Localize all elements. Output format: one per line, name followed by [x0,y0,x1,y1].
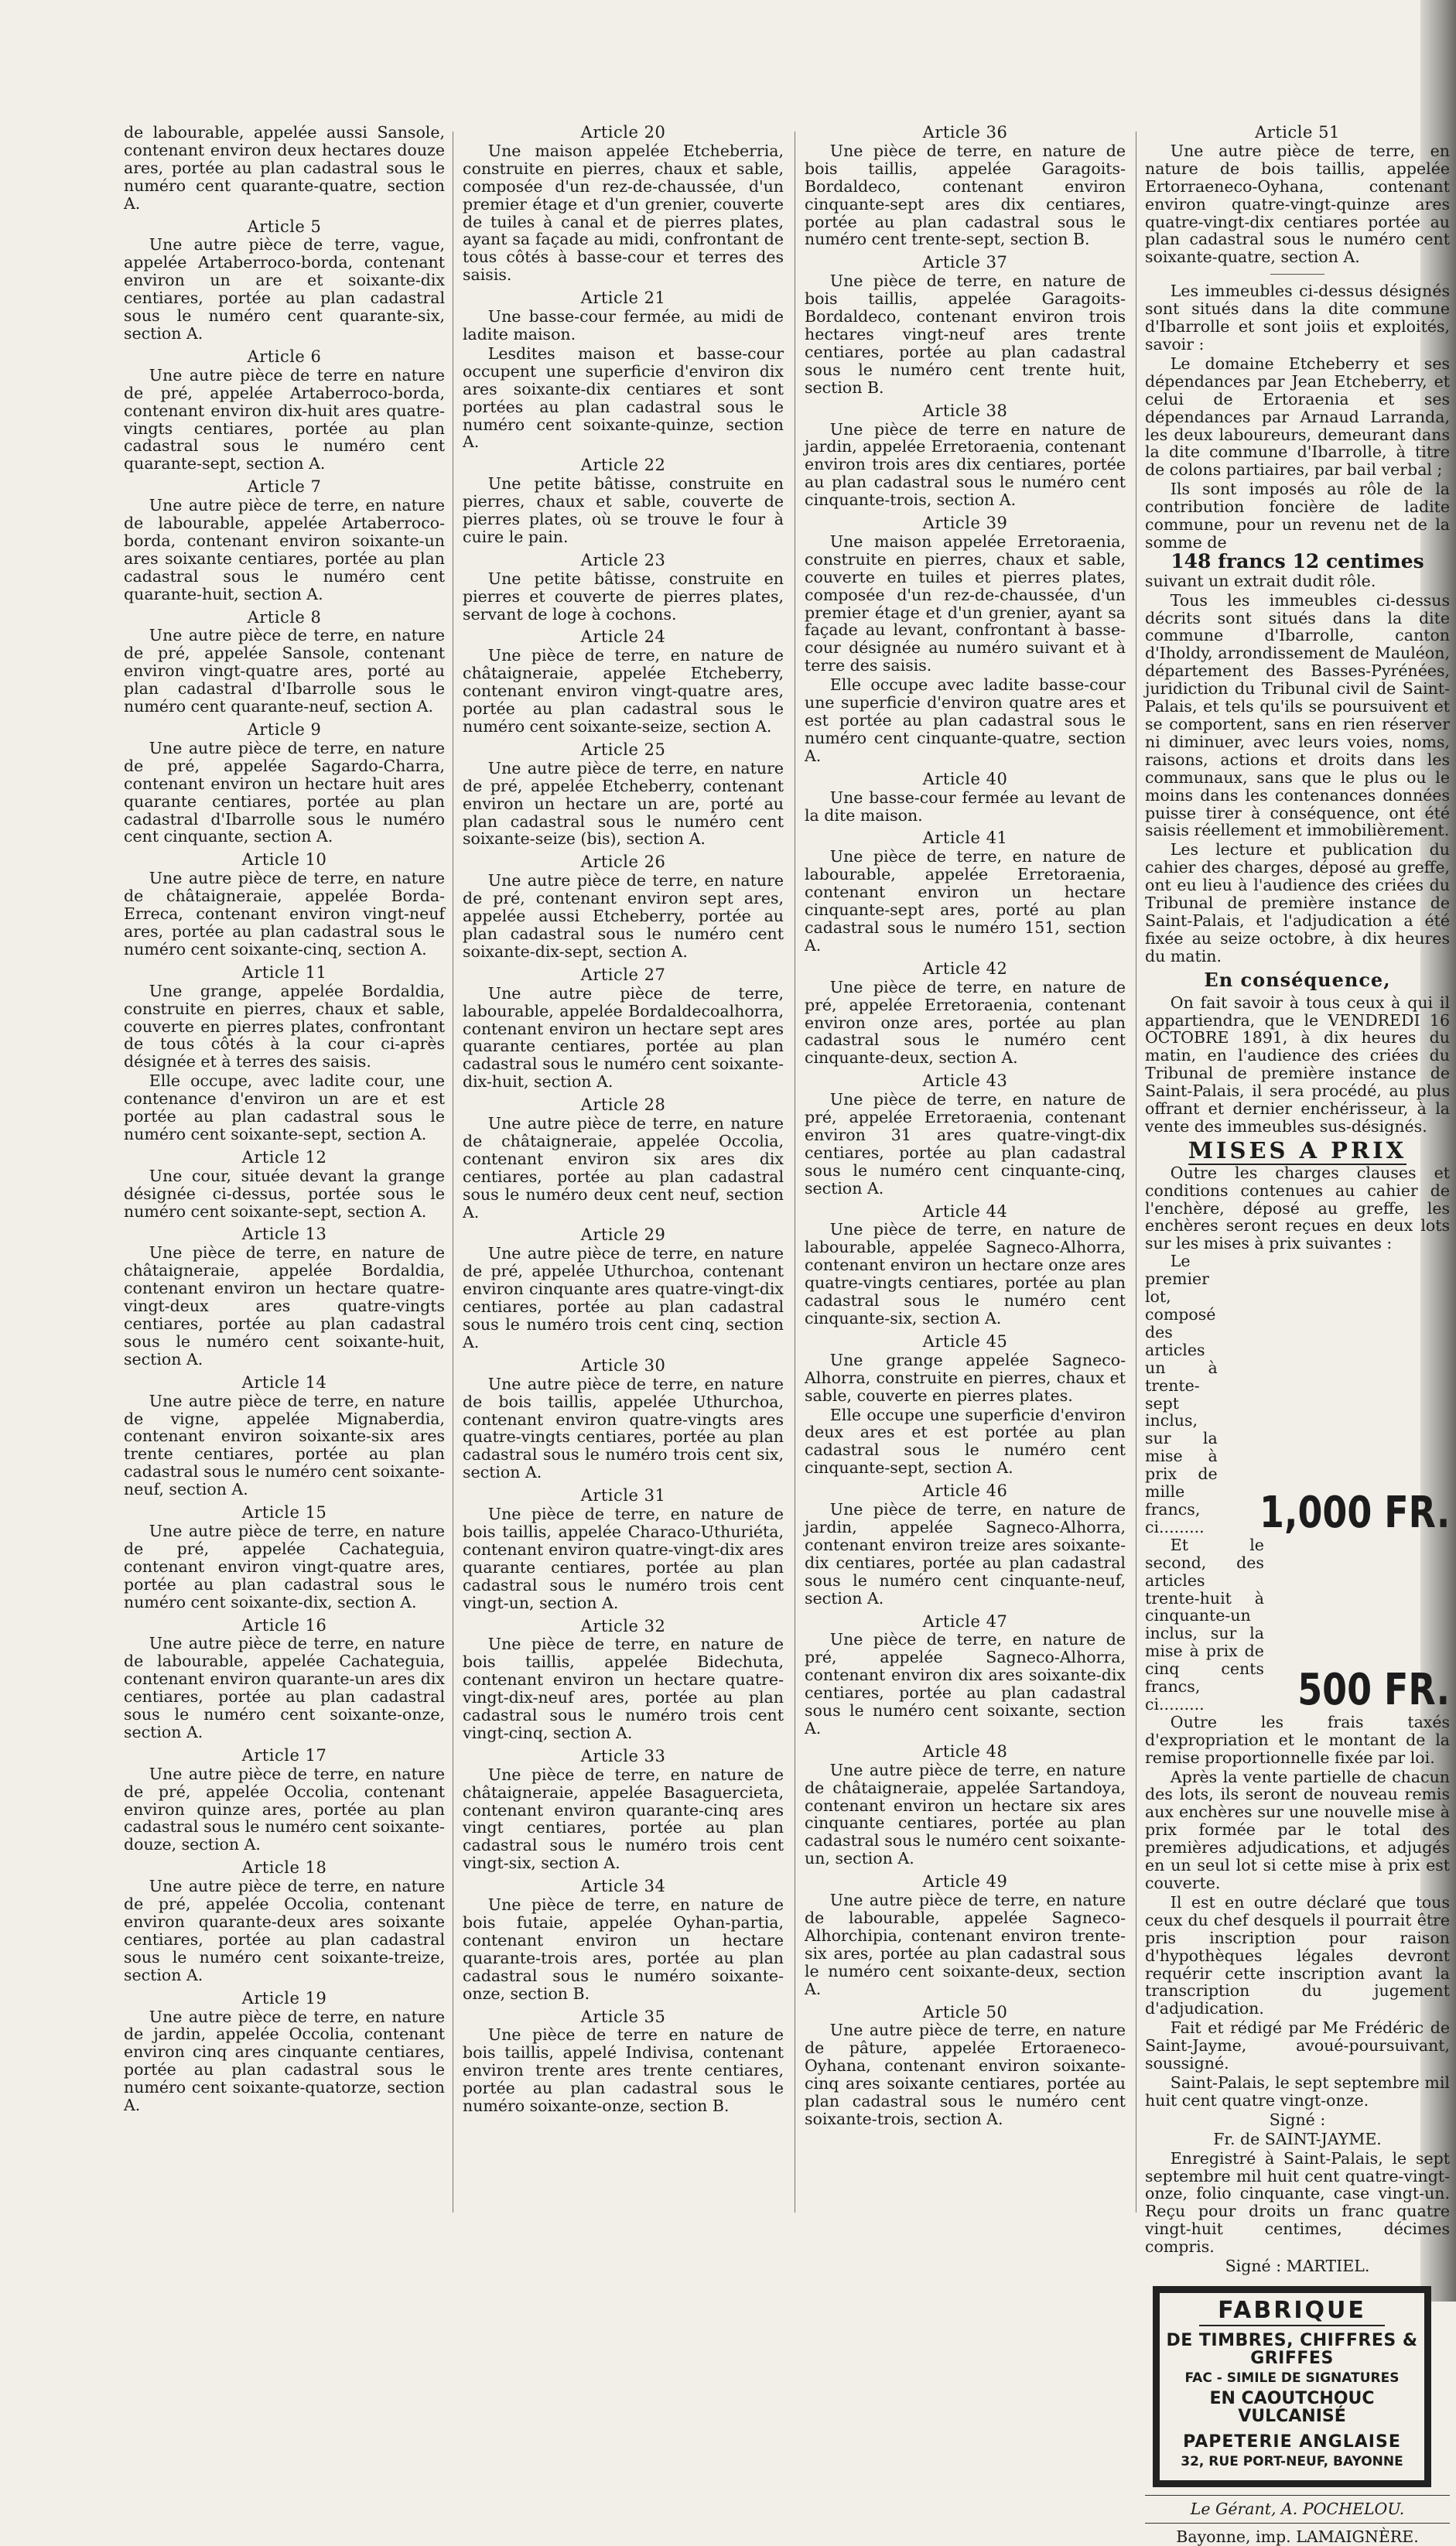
article-title: Article 49 [922,1872,1008,1892]
article-title: Article 29 [580,1225,666,1245]
occupancy-section [1145,282,1450,965]
article-text: Une autre pièce de terre, en nature de châtaigneraie, appelée Borda-Erreca, contenant environ vingt-neuf ares, portée au plan cadastral sous le numéro cent soixante-cinq, section A. [124,869,445,959]
article-text: Une basse-cour fermée au levant de la dite maison. [805,788,1126,825]
article-entry [463,552,784,624]
article-entry [805,402,1126,509]
article-text: Une autre pièce de terre, en nature de pré, appelée Cachateguia, contenant environ vingt-quatre ares, portée au plan cadastral sous le numéro cent soixante-dix, section A. [124,1521,445,1611]
article-title: Article 39 [922,514,1008,533]
article-title: Article 7 [247,477,322,497]
separator [1270,274,1324,275]
article-text: Une pièce de terre, en nature de châtaigneraie, appelée Bordaldia, contenant environ un hectare quatre-vingt-deux ares quatre-vingts centiares, portée au plan cadastral sous le numéro cent soixante-huit, section A. [124,1243,445,1369]
article-text: Une autre pièce de terre, en nature de labourable, appelée Cachateguia, contenant environ quarante-un ares dix centiares, portée au plan cadastral sous le numéro cent soixante-onze, section A. [124,1634,445,1741]
article-text: Elle occupe une superficie d'environ deux ares et est portée au plan cadastral sous le numéro cent cinquante-sept, section A. [805,1405,1126,1478]
article-text: Une autre pièce de terre, en nature de jardin, appelée Occolia, contenant environ cinq ares cinquante centiares, portée au plan cadastral sous le numéro cent soixante-quatorze, section A. [124,2007,445,2115]
article-entry [805,1333,1126,1477]
article-title: Article 42 [922,959,1008,978]
article-entry [805,514,1126,765]
article-entry [805,124,1126,248]
article-title: Article 38 [922,401,1008,420]
article-text: Une autre pièce de terre, en nature de vigne, appelée Mignaberdia, contenant environ soixante-six ares trente centiares, portée au plan cadastral sous le numéro cent soixante-neuf, section A. [124,1391,445,1499]
article-title: Article 31 [580,1486,666,1505]
article-text: Une petite bâtisse, construite en pierres, chaux et sable, couverte de pierres plates, où se trouve le four à cuire le pain. [463,474,784,546]
article-title: Article 36 [922,123,1008,142]
article-text: Une pièce de terre, en nature de labourable, appelée Erretoraenia, contenant environ un hectare cinquante-sept ares, porté au plan cadastral sous le numéro 151, section A. [805,847,1126,955]
article-entry [463,456,784,546]
article-title: Article 15 [241,1503,327,1522]
article-title: Article 46 [922,1481,1008,1501]
article-text: Une autre pièce de terre en nature de pré, appelée Artaberroco-borda, contenant environ dix-huit ares quatre-vingts centiares, portée au plan cadastral sous le numéro cent quarante-sept, section A. [124,365,445,473]
article-entry [805,2004,1126,2128]
article-title: Article 23 [580,550,666,569]
column-4 [1145,123,1450,2546]
article-title: Article 11 [241,962,327,982]
article-entry [124,609,445,716]
article-text: Une pièce de terre, en nature de labourable, appelée Sagneco-Alhorra, contenant environ un hectare onze ares quatre-vingts centiares, portée au plan cadastral sous le numéro cent cinquante-six, section A. [805,1220,1126,1328]
article-entry [805,254,1126,396]
advertisement [1153,2286,1431,2487]
paragraph: Enregistré à Saint-Palais, le sept septembre mil huit cent quatre-vingt-onze, folio cinquante, case vingt-un. Reçu pour droits un franc quatre vingt-huit centimes, décimes compris. [1145,2148,1450,2257]
article-title: Article 5 [247,217,322,236]
lot-price: 1,000 FR. [1259,1487,1450,1538]
article-title: Article 37 [922,253,1008,272]
article-title: Article 24 [580,627,666,647]
paragraph: On fait savoir à tous ceux à qui il appartiendra, que le VENDREDI 16 OCTOBRE 1891, à dix heures du matin, en l'audience des criées du Tribunal de première instance de Saint-Palais, il sera procédé, au plus offrant et dernier enchérisseur, à la vente des immeubles sus-désignés. [1145,993,1450,1136]
article-entry [463,853,784,960]
paragraph: suivant un extrait dudit rôle. [1145,571,1376,590]
article-text: Lesdites maison et basse-cour occupent une superficie d'environ dix ares soixante-dix centiares et sont portées au plan cadastral sous le numéro cent soixante-quinze, section A. [463,343,784,452]
tax-amount: 148 francs 12 centimes [1171,549,1424,572]
lot-2 [1145,1536,1450,1714]
article-text: Une pièce de terre, en nature de jardin, appelée Sagneco-Alhorra, contenant environ treize ares soixante-dix centiares, portée au plan cadastral sous le numéro cent cinquante-neuf, section A. [805,1500,1126,1608]
advert-line: DE TIMBRES, CHIFFRES & GRIFFES [1166,2331,1418,2369]
article-entry [805,1482,1126,1607]
article-entry [463,1487,784,1611]
article-title: Article 44 [922,1201,1008,1221]
article-entry [463,741,784,848]
lot-text: Le premier lot, composé des articles un à trente-sept inclus, sur la mise à prix de mille francs, ci......... [1145,1252,1218,1536]
paragraph: Tous les immeubles ci-dessus décrits sont situés dans la dite commune d'Ibarrolle, canton d'Iholdy, arrondissement de Mauléon, département des Basses-Pyrénées, juridiction du Tribunal civil de Saint-Palais, et tels qu'ils se poursuivent et se comportent, sans en rien réserver ni diminuer, avec leurs voies, noms, raisons, actions et droits dans les communaux, sans que le plus ou le moins dans les contenances données puisse tirer à conséquence, ont été saisis réellement et immobilièrement. [1145,590,1450,840]
paragraph: Fait et rédigé par Me Frédéric de Saint-Jayme, avoué-poursuivant, soussigné. [1145,2018,1450,2073]
article-text: Une autre pièce de terre, en nature de labourable, appelée Sagneco-Alhorchipia, contenant environ trente-six ares, portée au plan cadastral sous le numéro cent soixante-deux, section A. [805,1891,1126,1998]
footer-rule [1145,2495,1450,2496]
article-text: Une maison appelée Erretoraenia, construite en pierres, chaux et sable, couverte en tuiles et pierres plates, composée d'un rez-de-chaussée, d'un premier étage et d'un grenier, ayant sa façade au levant, confrontant à basse-cour désignée au numéro suivant et à terre des saisis. [805,531,1126,675]
conditions [1145,1164,1450,2275]
article-text: Une autre pièce de terre, en nature de pré, appelée Occolia, contenant environ quinze ares, portée au plan cadastral sous le numéro cent soixante-douze, section A. [124,1764,445,1854]
article-title: Article 8 [247,607,322,627]
article-title: Article 48 [922,1741,1008,1761]
lot-text: Et le second, des articles trente-huit à cinquante-un inclus, sur la mise à prix de cinq cents francs, ci......... [1145,1535,1264,1714]
article-title: Article 9 [247,720,322,739]
advert-line: FAC - SIMILE DE SIGNATURES [1184,2370,1400,2387]
article-entry [463,966,784,1091]
article-entry [805,960,1126,1067]
article-title: Article 21 [580,289,666,308]
article-text: Une pièce de terre, en nature de pré, appelée Erretoraenia, contenant environ onze ares, portée au plan cadastral sous le numéro cent cinquante-deux, section A. [805,977,1126,1068]
article-text: Une grange, appelée Bordaldia, construite en pierres, chaux et sable, couverte en pierres plates, confrontant de tous côtés à la cour ci-après désignée et à terres des saisis. [124,981,445,1071]
lot-1 [1145,1252,1450,1536]
article-entry [124,478,445,603]
article-entry [124,1617,445,1741]
article-title: Article 30 [580,1355,666,1375]
signed-martiel: Signé : MARTIEL. [1225,2257,1370,2276]
article-text: Une pièce de terre, en nature de bois futaie, appelée Oyhan-partia, contenant environ un hectare quarante-trois ares, portée au plan cadastral sous le numéro soixante-onze, section B. [463,1895,784,2003]
article-entry [124,1747,445,1854]
article-entry [124,721,445,846]
article-title: Article 27 [580,965,666,984]
column-3 [805,124,1126,2228]
article-title: Article 6 [247,347,322,366]
article-entry [463,124,784,284]
gerant-line [1145,2500,1450,2518]
article-entry [463,1226,784,1351]
article-text: Une pièce de terre, en nature de bois taillis, appelée Characo-Uthuriéta, contenant environ quatre-vingt-dix ares quarante centiares, portée au plan cadastral sous le numéro trois cent vingt-un, section A. [463,1505,784,1612]
article-text: Une autre pièce de terre, labourable, appelée Bordaldecoalhorra, contenant environ un hectare sept ares quarante centiares, portée au plan cadastral sous le numéro cent soixante-dix-huit, section A. [463,983,784,1092]
article-entry [463,1096,784,1221]
article-entry [124,851,445,958]
heading-text: MISES A PRIX [1188,1136,1407,1164]
article-text: Une grange appelée Sagneco-Alhorra, construite en pierres, chaux et sable, couverte en pierres plates. [805,1350,1126,1405]
article-51 [1145,124,1450,266]
article-text: Une autre pièce de terre, en nature de pré, contenant environ sept ares, appelée aussi Etcheberry, portée au plan cadastral sous le numéro cent soixante-dix-sept, section A. [463,871,784,961]
article-text: Une pièce de terre en nature de bois taillis, appelé Indivisa, contenant environ trente ares trente centiares, portée au plan cadastral sous le numéro soixante-onze, section B. [463,2025,784,2116]
advert-line: EN CAOUTCHOUC VULCANISÉ [1209,2388,1375,2426]
article-text: Une autre pièce de terre, en nature de pré, appelée Etcheberry, contenant environ un hectare un are, porté au plan cadastral sous le numéro cent soixante-seize (bis), section A. [463,758,784,849]
article-text: Une autre pièce de terre, en nature de bois taillis, appelée Ertorraeneco-Oyhana, contenant environ quatre-vingt-quinze ares quatre-vingt-dix centiares portée au plan cadastral sous le numéro cent soixante-quatre, section A. [1145,141,1450,267]
article-title: Article 22 [580,456,666,475]
footer-rule [1145,2523,1450,2524]
article-text: Une autre pièce de terre, en nature de châtaigneraie, appelée Occolia, contenant environ six ares dix centiares, portée au plan cadastral sous le numéro deux cent neuf, section A. [463,1114,784,1222]
article-text: Une pièce de terre, en nature de pré, appelée Erretoraenia, contenant environ 31 ares quatre-vingt-dix centiares, portée au plan cadastral sous le numéro cent cinquante-cinq, section A. [805,1090,1126,1198]
article-title: Article 41 [922,829,1008,848]
lot-price: 500 FR. [1297,1664,1450,1715]
article-entry [124,1149,445,1221]
article-text: Une autre pièce de terre, en nature de bois taillis, appelée Uthurchoa, contenant environ quatre-vingts ares quatre-vingts centiares, portée au plan cadastral sous le numéro trois cent six, section A. [463,1374,784,1482]
article-title: Article 10 [241,850,327,870]
article-text: Une pièce de terre, en nature de bois taillis, appelée Garagoits-Bordaldeco, contenant environ trois hectares vingt-neuf ares trente centiares, portée au plan cadastral sous le numéro cent trente huit, section B. [805,272,1126,397]
article-entry [463,628,784,735]
article-title: Article 51 [1255,123,1340,142]
article-entry [805,1072,1126,1197]
article-text: Une autre pièce de terre, en nature de pâture, appelée Ertoraeneco-Oyhana, contenant environ soixante-cinq ares soixante centiares, portée au plan cadastral sous le numéro cent soixante-trois, section A. [805,2021,1126,2128]
article-text: Une pièce de terre, en nature de châtaigneraie, appelée Basaguercieta, contenant environ quarante-cinq ares vingt centiares, portée au plan cadastral sous le numéro trois cent vingt-six, section A. [463,1765,784,1873]
advert-line: 32, RUE PORT-NEUF, BAYONNE [1181,2453,1403,2469]
article-title: Article 32 [580,1616,666,1635]
article-text: Une autre pièce de terre, en nature de pré, appelée Occolia, contenant environ quarante-deux ares soixante centiares, portée au plan cadastral sous le numéro cent soixante-treize, section A. [124,1877,445,1984]
article-entry [805,1613,1126,1738]
advertisement-panel [1157,2291,1427,2483]
article-entry [463,289,784,451]
article-text: Une pièce de terre, en nature de pré, appelée Sagneco-Alhorra, contenant environ dix ares soixante-dix centiares, portée au plan cadastral sous le numéro cent soixante, section A. [805,1630,1126,1738]
article-entry [463,1618,784,1742]
article-text: Une autre pièce de terre, en nature de pré, appelée Sagardo-Charra, contenant environ un hectare huit ares quarante centiares, portée au plan cadastral d'Ibarrolle sous le numéro cent cinquante, section A. [124,738,445,846]
article-title: Article 50 [922,2002,1008,2021]
article-text: Une autre pièce de terre, en nature de pré, appelée Uthurchoa, contenant environ cinquante ares quatre-vingt-dix centiares, portée au plan cadastral sous le numéro trois cent cinq, section A. [463,1244,784,1352]
article-title: Article 28 [580,1095,666,1115]
column-2 [463,124,784,2228]
article-entry [805,1743,1126,1868]
article-text: Une petite bâtisse, construite en pierres et couverte de pierres plates, servant de loge à cochons. [463,569,784,624]
article-text: de labourable, appelée aussi Sansole, contenant environ deux hectares douze ares, portée au plan cadastral sous le numéro cent quarante-quatre, section A. [124,123,445,213]
article-title: Article 34 [580,1877,666,1896]
article-text: Une autre pièce de terre, en nature de châtaigneraie, appelée Sartandoya, contenant environ un hectare six ares cinquante centiares, portée au plan cadastral sous le numéro cent soixante-un, section A. [805,1760,1126,1868]
article-title: Article 33 [580,1746,666,1765]
article-text: Une pièce de terre, en nature de châtaigneraie, appelée Etcheberry, contenant environ vingt-quatre ares, portée au plan cadastral sous le numéro cent soixante-seize, section A. [463,646,784,736]
advert-line: PAPETERIE ANGLAISE [1183,2432,1401,2452]
article-title: Article 40 [922,769,1008,788]
article-entry [124,218,445,343]
advert-rule [1199,2325,1384,2326]
article-entry [124,1374,445,1499]
article-entry [124,1504,445,1611]
article-text: Une cour, située devant la grange désignée ci-dessus, portée sous le numéro cent soixante-sept, section A. [124,1166,445,1221]
article-title: Article 45 [922,1331,1008,1351]
article-title: Article 20 [580,123,666,142]
heading-mises-a-prix [1145,1136,1450,1164]
heading-consequence: En conséquence, [1204,968,1391,991]
article-title: Article 13 [241,1225,327,1244]
article-title: Article 26 [580,853,666,872]
article-text: Elle occupe avec ladite basse-cour une superficie d'environ quatre ares et est portée au plan cadastral sous le numéro cent cinquante-quatre, section A. [805,675,1126,765]
paragraph: Outre les frais taxés d'expropriation et le montant de la remise proportionnelle fixée par loi. [1145,1712,1450,1767]
article-title: Article 25 [580,740,666,759]
article-entry [124,964,445,1143]
column-1 [124,124,445,2228]
article-title: Article 12 [241,1147,327,1167]
paragraph: Ils sont imposés au rôle de la contribution foncière de ladite commune, pour un revenu net de la somme de [1145,480,1450,552]
article-title: Article 18 [241,1858,327,1878]
article-title: Article 14 [241,1372,327,1392]
article-entry [463,2008,784,2115]
article-text: Une pièce de terre, en nature de bois taillis, appelée Bidechuta, contenant environ un hectare quatre-vingt-dix-neuf ares, portée au plan cadastral sous le numéro trois cent vingt-cinq, section A. [463,1635,784,1742]
article-title: Article 43 [922,1071,1008,1091]
article-title: Article 16 [241,1615,327,1635]
gerant-text: Le Gérant, A. POCHELOU. [1190,2499,1405,2518]
article-text: Elle occupe, avec ladite cour, une contenance d'environ un are et est portée au plan cadastral sous le numéro cent soixante-sept, section A. [124,1071,445,1143]
signed-name: Fr. de SAINT-JAYME. [1213,2129,1382,2148]
article-title: Article 17 [241,1745,327,1765]
article-entry [124,1859,445,1984]
printer-line: Bayonne, imp. LAMAIGNÈRE. [1176,2527,1419,2546]
paragraph: Les lecture et publication du cahier des charges, déposé au greffe, ont eu lieu à l'audience des criées du Tribunal de première instance de Saint-Palais, et l'adjudication a été fixée au seize octobre, à dix heures du matin. [1145,840,1450,965]
article-title: Article 35 [580,2007,666,2026]
article-entry [805,829,1126,954]
paragraph: Le domaine Etcheberry et ses dépendances par Jean Etcheberry, et celui de Ertoraenia et ses dépendances par Arnaud Larranda, les deux laboureurs, demeurant dans la dite commune d'Ibarrolle, à titre de colons partiaires, par bail verbal ; [1145,354,1450,480]
article-entry [463,1357,784,1481]
article-entry [124,1225,445,1368]
paragraph: Les immeubles ci-dessus désignés sont situés dans la dite commune d'Ibarrolle et sont joiis et exploités, savoir : [1145,282,1450,354]
article-entry [805,1873,1126,1997]
advert-line: FABRIQUE [1218,2297,1366,2325]
article-entry [805,1203,1126,1328]
article-entry [124,348,445,473]
paragraph: Il est en outre déclaré que tous ceux du chef desquels il pourrait être pris inscription pour raison d'hypothèques légales devront requérir cette inscription avant la transcription du jugement d'adjudication. [1145,1892,1450,2018]
signed-label: Signé : [1269,2110,1326,2129]
article-entry [124,124,445,213]
article-title: Article 47 [922,1611,1008,1631]
article-entry [463,1878,784,2002]
article-entry [124,1990,445,2114]
article-text: Une pièce de terre, en nature de bois taillis, appelée Garagoits-Bordaldeco, contenant environ cinquante-sept ares dix centiares, portée au plan cadastral sous le numéro cent trente-sept, section B. [805,141,1126,249]
paragraph: Outre les charges clauses et conditions contenues au cahier de l'enchère, déposé au greffe, les enchères seront reçues en deux lots sur les mises à prix suivantes : [1145,1163,1450,1253]
article-text: Une basse-cour fermée, au midi de ladite maison. [463,307,784,343]
article-text: Une autre pièce de terre, en nature de labourable, appelée Artaberroco-borda, contenant environ soixante-un ares soixante centiares, portée au plan cadastral sous le numéro cent quarante-huit, section A. [124,496,445,603]
article-text: Une autre pièce de terre, en nature de pré, appelée Sansole, contenant environ vingt-quatre ares, porté au plan cadastral d'Ibarrolle sous le numéro cent quarante-neuf, section A. [124,626,445,716]
paragraph: Après la vente partielle de chacun des lots, ils seront de nouveau remis aux enchères sur une nouvelle mise à prix formée par le total des premières adjudications, et adjugés en un seul lot si cette mise à prix est couverte. [1145,1767,1450,1892]
article-text: Une maison appelée Etcheberria, construite en pierres, chaux et sable, composée d'un rez-de-chaussée, d'un premier étage et d'un grenier, couverte de tuiles à canal et de pierres plates, ayant sa façade au midi, confrontant de tous côtés à basse-cour et terres des saisis. [463,141,784,285]
paragraph: Saint-Palais, le sept septembre mil huit cent quatre vingt-onze. [1145,2073,1450,2110]
article-text: Une autre pièce de terre, vague, appelée Artaberroco-borda, contenant environ un are et soixante-dix centiares, portée au plan cadastral sous le numéro cent quarante-six, section A. [124,235,445,343]
article-entry [805,771,1126,825]
article-text: Une pièce de terre en nature de jardin, appelée Erretoraenia, contenant environ trois ares dix centiares, portée au plan cadastral sous le numéro cent cinquante-trois, section A. [805,419,1126,510]
sale-notice [1145,994,1450,1136]
article-entry [463,1748,784,1872]
article-title: Article 19 [241,1988,327,2008]
